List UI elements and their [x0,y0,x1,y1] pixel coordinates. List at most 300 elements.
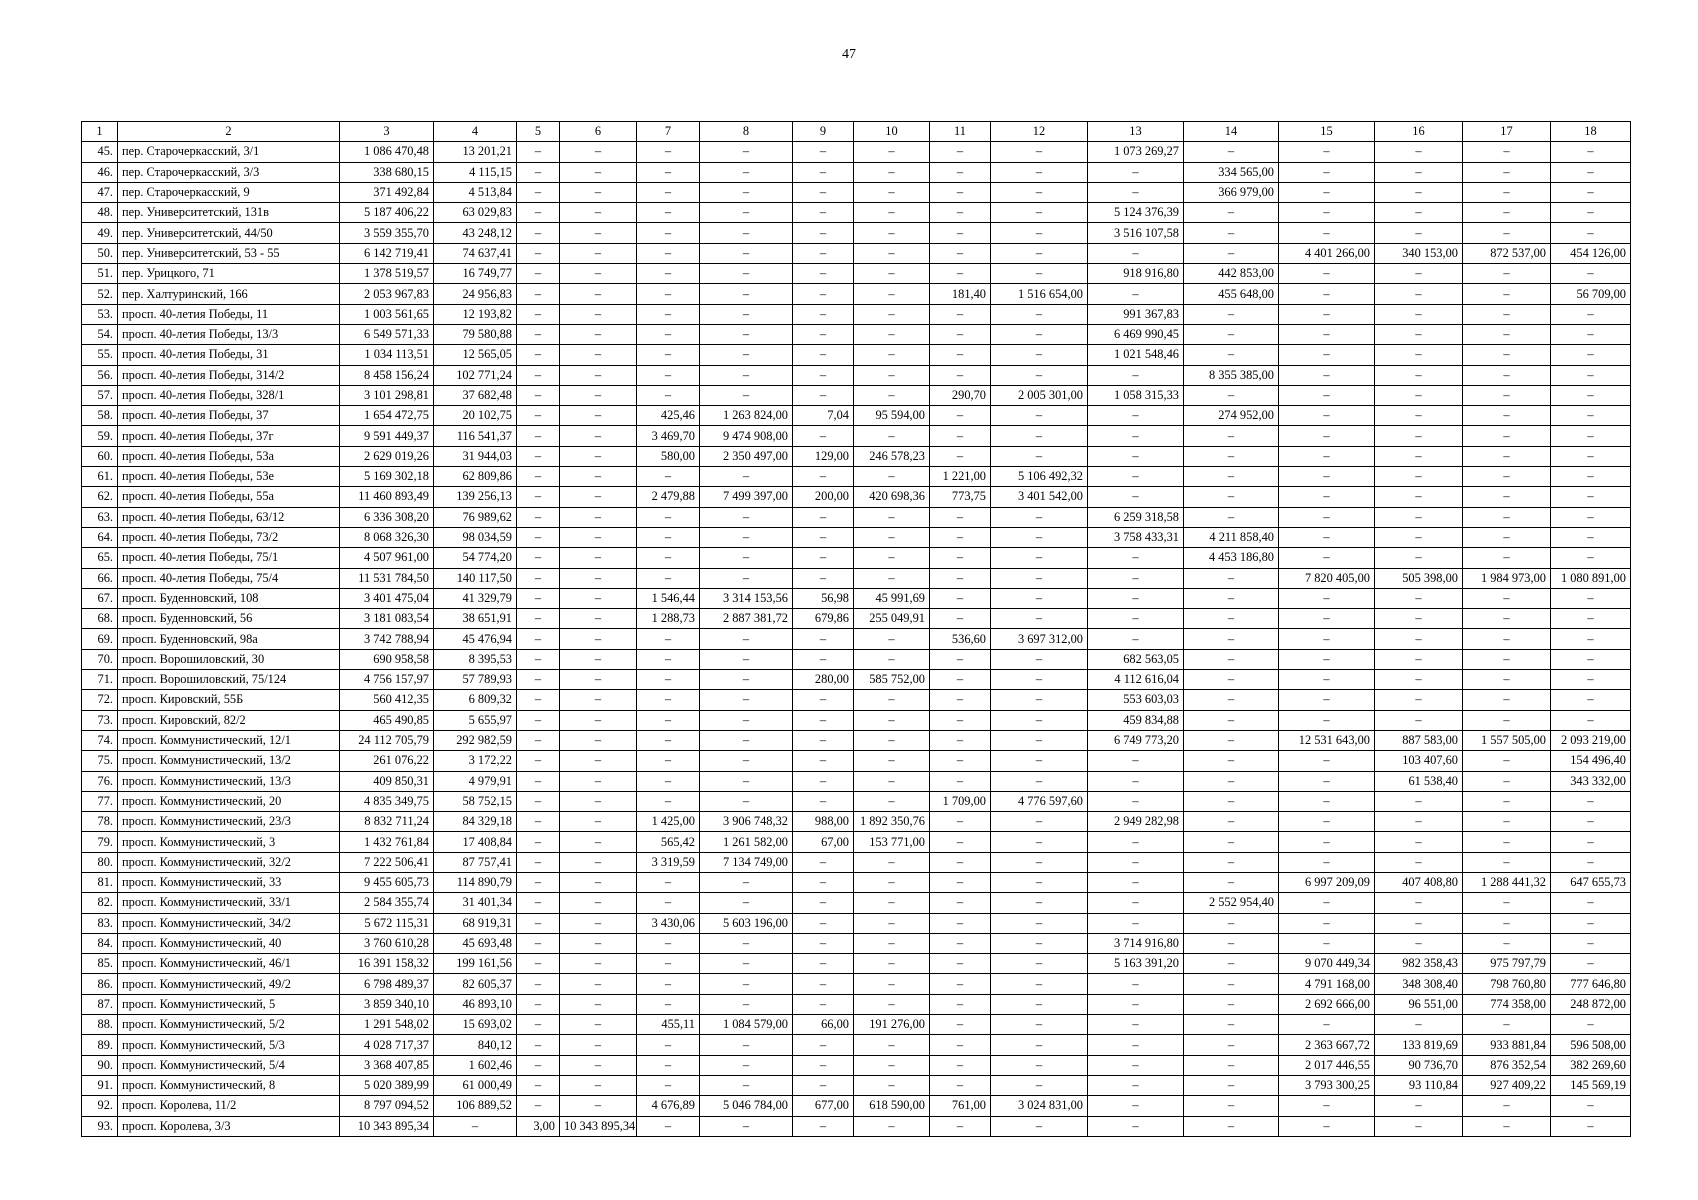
table-cell: 409 850,31 [340,771,434,791]
table-row [82,548,1631,568]
table-cell: 2 692 666,00 [1279,994,1375,1014]
table-cell: 1 003 561,65 [340,304,434,324]
table-cell: – [793,852,854,872]
table-cell: – [991,1116,1088,1136]
table-cell: – [517,832,560,852]
table-cell: – [1184,670,1279,690]
table-cell: 70. [82,649,118,669]
table-cell: – [517,771,560,791]
table-cell: 4 453 186,80 [1184,548,1279,568]
table-cell: 10 343 895,34 [560,1116,637,1136]
table-cell: 536,60 [930,629,991,649]
table-cell: – [560,264,637,284]
table-cell: – [1184,304,1279,324]
table-cell: 5 106 492,32 [991,467,1088,487]
table-cell: просп. Коммунистический, 20 [118,791,340,811]
table-cell: 11 531 784,50 [340,568,434,588]
table-row [82,1035,1631,1055]
table-cell: – [991,568,1088,588]
table-cell: – [1184,812,1279,832]
table-cell: 5 672 115,31 [340,913,434,933]
table-row [82,609,1631,629]
table-cell: пер. Старочеркасский, 9 [118,182,340,202]
table-cell: – [1184,872,1279,892]
table-cell: 5 046 784,00 [700,1096,793,1116]
table-cell: – [560,527,637,547]
table-row [82,1075,1631,1095]
table-cell: – [560,994,637,1014]
table-cell: – [1279,162,1375,182]
table-cell: 133 819,69 [1375,1035,1463,1055]
header-row [82,122,1631,142]
table-cell: – [793,385,854,405]
table-cell: 6 469 990,45 [1088,324,1184,344]
table-cell: – [637,1055,700,1075]
table-cell: 56 709,00 [1551,284,1631,304]
table-cell: – [517,710,560,730]
table-cell: 67. [82,588,118,608]
table-cell: – [854,284,930,304]
table-cell: – [1463,507,1551,527]
table-cell: – [854,771,930,791]
table-cell: – [1375,913,1463,933]
table-cell: – [1463,832,1551,852]
table-cell: – [1463,406,1551,426]
column-header-11: 11 [930,122,991,142]
table-cell: 37 682,48 [434,385,517,405]
table-cell: – [991,264,1088,284]
table-cell: просп. Коммунистический, 12/1 [118,730,340,750]
table-row [82,872,1631,892]
table-cell: – [1279,203,1375,223]
table-row [82,446,1631,466]
table-row [82,385,1631,405]
table-cell: – [700,324,793,344]
table-cell: – [560,974,637,994]
table-cell: – [991,304,1088,324]
table-cell: 798 760,80 [1463,974,1551,994]
table-cell: – [1375,893,1463,913]
table-cell: – [517,872,560,892]
table-cell: просп. 40-летия Победы, 314/2 [118,365,340,385]
table-cell: 1 425,00 [637,812,700,832]
table-cell: 45. [82,142,118,162]
table-cell: 5 020 389,99 [340,1075,434,1095]
table-cell: – [1279,406,1375,426]
table-cell: – [1375,182,1463,202]
table-cell: 2 629 019,26 [340,446,434,466]
table-cell: – [517,933,560,953]
table-row [82,670,1631,690]
table-cell: – [560,487,637,507]
table-cell: – [1088,1075,1184,1095]
table-cell: – [854,690,930,710]
table-cell: – [1375,791,1463,811]
table-cell: – [991,872,1088,892]
table-cell: 3 559 355,70 [340,223,434,243]
table-cell: – [700,304,793,324]
table-cell: 58 752,15 [434,791,517,811]
table-cell: – [1375,162,1463,182]
table-cell: просп. Коммунистический, 34/2 [118,913,340,933]
table-cell: – [1551,548,1631,568]
table-cell: – [854,223,930,243]
table-cell: – [1279,893,1375,913]
table-row [82,812,1631,832]
table-cell: – [854,264,930,284]
table-cell: – [1551,629,1631,649]
table-cell: 199 161,56 [434,954,517,974]
table-cell: 90. [82,1055,118,1075]
table-cell: 51. [82,264,118,284]
table-cell: – [991,243,1088,263]
table-cell: 1 221,00 [930,467,991,487]
table-cell: – [1463,893,1551,913]
table-cell: – [517,223,560,243]
table-cell: – [517,588,560,608]
table-cell: 54. [82,324,118,344]
table-cell: – [1184,203,1279,223]
table-cell: просп. Коммунистический, 13/2 [118,751,340,771]
table-cell: 82. [82,893,118,913]
table-cell: – [991,548,1088,568]
table-cell: – [1279,649,1375,669]
table-cell: – [517,507,560,527]
table-cell: – [793,507,854,527]
table-cell: – [854,791,930,811]
table-cell: 74. [82,730,118,750]
table-cell: – [1279,385,1375,405]
table-cell: 3 368 407,85 [340,1055,434,1075]
table-cell: 334 565,00 [1184,162,1279,182]
table-cell: 3 760 610,28 [340,933,434,953]
table-cell: – [560,365,637,385]
table-cell: просп. 40-летия Победы, 328/1 [118,385,340,405]
table-cell: – [991,710,1088,730]
table-cell: – [793,1116,854,1136]
table-cell: – [700,284,793,304]
table-cell: 292 982,59 [434,730,517,750]
table-cell: просп. 40-летия Победы, 31 [118,345,340,365]
table-cell: – [930,872,991,892]
table-cell: – [930,527,991,547]
table-cell: 261 076,22 [340,751,434,771]
table-cell: – [560,1055,637,1075]
table-cell: пер. Университетский, 131в [118,203,340,223]
table-cell: – [1279,751,1375,771]
table-cell: – [991,527,1088,547]
table-cell: 60. [82,446,118,466]
table-cell: – [560,670,637,690]
table-cell: – [1463,264,1551,284]
table-row [82,933,1631,953]
table-cell: – [517,142,560,162]
table-cell: – [517,243,560,263]
table-cell: – [517,527,560,547]
table-cell: – [930,751,991,771]
table-cell: – [560,162,637,182]
table-cell: 95 594,00 [854,406,930,426]
table-cell: 181,40 [930,284,991,304]
table-cell: – [1375,710,1463,730]
table-cell: – [930,609,991,629]
table-cell: – [1551,1015,1631,1035]
table-cell: – [793,974,854,994]
table-cell: – [1184,507,1279,527]
table-cell: просп. Коммунистический, 23/3 [118,812,340,832]
table-cell: – [1551,649,1631,669]
table-cell: просп. Королева, 11/2 [118,1096,340,1116]
table-cell: – [637,568,700,588]
table-cell: 73. [82,710,118,730]
table-cell: – [637,893,700,913]
table-row [82,345,1631,365]
table-cell: – [1463,690,1551,710]
table-cell: 1 557 505,00 [1463,730,1551,750]
table-cell: – [560,385,637,405]
table-cell: просп. 40-летия Победы, 63/12 [118,507,340,527]
table-cell: – [793,182,854,202]
table-cell: – [517,913,560,933]
table-cell: – [637,365,700,385]
table-cell: – [1088,852,1184,872]
table-cell: – [1463,1015,1551,1035]
table-row [82,893,1631,913]
table-cell: 93 110,84 [1375,1075,1463,1095]
table-cell: – [930,893,991,913]
table-cell: – [560,142,637,162]
table-cell: – [517,670,560,690]
table-cell: – [517,548,560,568]
table-cell: – [1279,832,1375,852]
table-cell: – [1551,609,1631,629]
table-cell: – [930,852,991,872]
table-cell: просп. Коммунистический, 46/1 [118,954,340,974]
table-cell: – [991,893,1088,913]
table-cell: – [1088,487,1184,507]
table-cell: – [793,1055,854,1075]
table-cell: – [700,629,793,649]
table-cell: – [793,893,854,913]
table-cell: 5 603 196,00 [700,913,793,933]
table-cell: – [560,730,637,750]
table-cell: пер. Университетский, 53 - 55 [118,243,340,263]
table-cell: просп. Коммунистический, 5/4 [118,1055,340,1075]
table-cell: 139 256,13 [434,487,517,507]
table-cell: – [930,730,991,750]
table-cell: – [1463,913,1551,933]
table-cell: – [637,142,700,162]
table-cell: – [1088,568,1184,588]
table-cell: – [700,994,793,1014]
table-cell: 47. [82,182,118,202]
table-row [82,1015,1631,1035]
table-cell: – [517,730,560,750]
table-cell: 84. [82,933,118,953]
column-header-13: 13 [1088,122,1184,142]
table-cell: – [854,568,930,588]
table-cell: – [700,223,793,243]
table-cell: – [991,365,1088,385]
table-cell: – [560,771,637,791]
table-cell: – [930,223,991,243]
table-cell: 348 308,40 [1375,974,1463,994]
table-row [82,913,1631,933]
table-cell: – [793,1035,854,1055]
table-cell: 12 531 643,00 [1279,730,1375,750]
table-cell: 5 655,97 [434,710,517,730]
table-cell: – [930,426,991,446]
table-cell: – [637,345,700,365]
table-cell: – [991,609,1088,629]
table-cell: просп. 40-летия Победы, 53е [118,467,340,487]
table-cell: просп. Кировский, 55Б [118,690,340,710]
table-cell: – [1279,1015,1375,1035]
table-cell: – [930,162,991,182]
table-cell: – [517,385,560,405]
table-cell: просп. 40-летия Победы, 11 [118,304,340,324]
table-cell: 91. [82,1075,118,1095]
table-cell: 85. [82,954,118,974]
table-cell: 2 887 381,72 [700,609,793,629]
table-cell: – [700,974,793,994]
table-cell: – [560,406,637,426]
table-cell: – [700,690,793,710]
table-cell: – [1463,324,1551,344]
table-cell: – [700,142,793,162]
table-cell: 31 401,34 [434,893,517,913]
table-cell: 927 409,22 [1463,1075,1551,1095]
column-header-18: 18 [1551,122,1631,142]
table-cell: – [1279,426,1375,446]
table-cell: просп. 40-летия Победы, 73/2 [118,527,340,547]
table-cell: – [517,852,560,872]
table-row [82,203,1631,223]
table-cell: просп. 40-летия Победы, 13/3 [118,324,340,344]
table-cell: – [991,933,1088,953]
table-cell: – [1088,243,1184,263]
table-cell: – [1463,446,1551,466]
table-cell: 580,00 [637,446,700,466]
table-cell: – [637,954,700,974]
table-cell: просп. Коммунистический, 5/2 [118,1015,340,1035]
table-cell: 454 126,00 [1551,243,1631,263]
table-cell: 2 949 282,98 [1088,812,1184,832]
table-cell: 12 193,82 [434,304,517,324]
table-cell: просп. Коммунистический, 49/2 [118,974,340,994]
table-cell: – [793,345,854,365]
table-cell: – [1463,791,1551,811]
table-row [82,730,1631,750]
table-cell: – [560,548,637,568]
table-cell: – [793,710,854,730]
table-cell: – [854,243,930,263]
table-cell: – [930,832,991,852]
table-cell: 63 029,83 [434,203,517,223]
table-row [82,182,1631,202]
table-cell: – [560,649,637,669]
table-cell: 274 952,00 [1184,406,1279,426]
table-cell: 596 508,00 [1551,1035,1631,1055]
table-cell: – [1463,162,1551,182]
table-cell: 81. [82,872,118,892]
table-cell: – [560,467,637,487]
table-cell: 57 789,93 [434,670,517,690]
table-cell: – [517,203,560,223]
table-cell: 773,75 [930,487,991,507]
table-cell: – [700,507,793,527]
table-cell: – [793,791,854,811]
table-cell: 338 680,15 [340,162,434,182]
table-cell: просп. Коммунистический, 33 [118,872,340,892]
table-cell: – [1184,1116,1279,1136]
table-cell: 2 584 355,74 [340,893,434,913]
table-cell: 1 984 973,00 [1463,568,1551,588]
table-cell: – [991,812,1088,832]
table-cell: 1 288 441,32 [1463,872,1551,892]
table-cell: 154 496,40 [1551,751,1631,771]
table-cell: – [1375,649,1463,669]
table-cell: – [517,182,560,202]
table-cell: 1 084 579,00 [700,1015,793,1035]
table-cell: 3 516 107,58 [1088,223,1184,243]
table-cell: 9 455 605,73 [340,872,434,892]
table-cell: – [930,182,991,202]
table-cell: – [1375,426,1463,446]
table-cell: – [1279,264,1375,284]
table-cell: 1 892 350,76 [854,812,930,832]
table-cell: – [854,548,930,568]
table-cell: – [930,446,991,466]
table-cell: – [793,304,854,324]
table-cell: – [1551,913,1631,933]
table-cell: – [517,629,560,649]
table-cell: – [1279,304,1375,324]
table-cell: просп. Коммунистический, 33/1 [118,893,340,913]
table-cell: – [1184,933,1279,953]
table-cell: – [700,467,793,487]
table-cell: 75. [82,751,118,771]
table-cell: 87 757,41 [434,852,517,872]
table-cell: – [930,1075,991,1095]
table-cell: 982 358,43 [1375,954,1463,974]
table-cell: – [1184,243,1279,263]
table-cell: – [560,203,637,223]
table-cell: 64. [82,527,118,547]
table-cell: 4 507 961,00 [340,548,434,568]
table-cell: – [854,994,930,1014]
table-cell: – [637,304,700,324]
table-cell: 7 134 749,00 [700,852,793,872]
table-row [82,365,1631,385]
table-cell: – [637,730,700,750]
table-cell: – [700,548,793,568]
table-cell: – [991,832,1088,852]
table-cell: – [700,1116,793,1136]
table-cell: – [1375,223,1463,243]
table-cell: 442 853,00 [1184,264,1279,284]
table-cell: – [517,1075,560,1095]
table-cell: – [560,1096,637,1116]
table-cell: 49. [82,223,118,243]
table-cell: – [1463,385,1551,405]
table-cell: – [1463,203,1551,223]
table-cell: – [1088,832,1184,852]
table-cell: – [700,1075,793,1095]
table-cell: – [517,954,560,974]
table-cell: – [560,243,637,263]
table-cell: 102 771,24 [434,365,517,385]
